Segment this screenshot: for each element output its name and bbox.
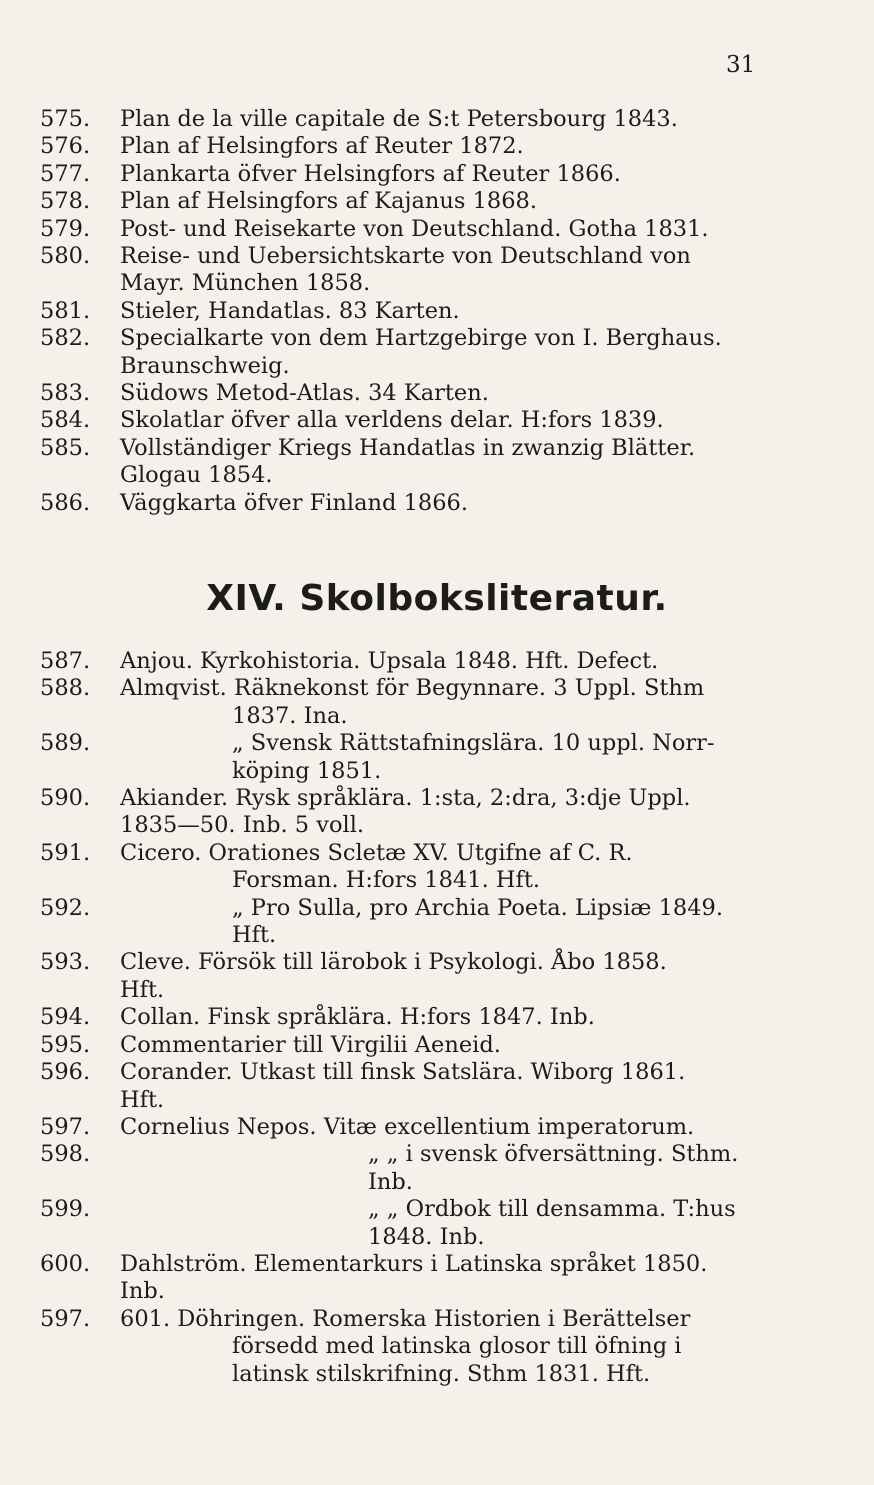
page-number: 31 — [726, 52, 756, 78]
entry-line: Specialkarte von dem Hartzgebirge von I. Berghaus. — [120, 325, 722, 352]
entry-number: 591. — [40, 839, 91, 866]
list-item — [0, 949, 874, 1004]
entry-line: Anjou. Kyrkohistoria. Upsala 1848. Hft. Defect. — [120, 648, 659, 674]
entry-line: Cleve. Försök till lärobok i Psykologi. Åbo 1858. — [120, 949, 667, 976]
list-item — [0, 243, 874, 298]
list-item — [0, 1251, 874, 1306]
list-item — [0, 1004, 874, 1031]
entry-line: försedd med latinska glosor till öfning i — [232, 1333, 682, 1360]
entry-line: Dahlström. Elementarkurs i Latinska språket 1850. — [120, 1250, 708, 1277]
entry-line: Forsman. H:fors 1841. Hft. — [232, 867, 541, 894]
entry-number: 600. — [40, 1250, 91, 1277]
entry-text — [120, 785, 874, 840]
entry-text — [120, 840, 874, 895]
entry-line: Corander. Utkast till finsk Satslära. Wiborg 1861. — [120, 1059, 686, 1086]
entry-line: Plan af Helsingfors af Kajanus 1868. — [120, 188, 537, 215]
list-item — [0, 133, 874, 160]
list-item — [0, 895, 874, 950]
entry-number: 579. — [40, 215, 91, 242]
entry-number: 580. — [40, 243, 91, 270]
entry-text — [120, 325, 874, 380]
entry-number: 592. — [40, 894, 91, 921]
entry-line: 1848. Inb. — [368, 1223, 485, 1250]
entry-line: Väggkarta öfver Finland 1866. — [120, 489, 468, 516]
entry-number: 575. — [40, 106, 91, 132]
list-item — [0, 840, 874, 895]
list-item — [0, 106, 874, 133]
entry-text — [120, 1251, 874, 1306]
entry-number: 587. — [40, 648, 91, 674]
entry-number: 588. — [40, 675, 91, 702]
entry-number: 583. — [40, 380, 91, 407]
entry-number: 581. — [40, 297, 91, 324]
entry-number: 577. — [40, 160, 91, 187]
entry-line: Collan. Finsk språklära. H:fors 1847. Inb. — [120, 1004, 595, 1031]
list-item — [0, 1032, 874, 1059]
entry-text — [120, 188, 874, 215]
catalog-list-schoolbooks — [0, 648, 874, 1388]
list-item — [0, 1059, 874, 1114]
entry-text — [120, 380, 874, 407]
entry-line: „ „ i svensk öfversättning. Sthm. Inb. — [368, 1141, 746, 1195]
entry-line: 1835—50. Inb. 5 voll. — [120, 812, 365, 839]
entry-text — [120, 1004, 874, 1031]
entry-number: 586. — [40, 489, 91, 516]
entry-line: Almqvist. Räknekonst för Begynnare. 3 Uppl. Sthm — [120, 675, 705, 702]
entry-line: Reise- und Uebersichtskarte von Deutschland von — [120, 243, 691, 270]
entry-number: 590. — [40, 785, 91, 812]
entry-number: 578. — [40, 188, 91, 215]
entry-number: 597. — [40, 1113, 91, 1140]
entry-line: „ Svensk Rättstafningslära. 10 uppl. Norr- — [232, 730, 715, 757]
entry-text — [120, 949, 874, 1004]
entry-text — [120, 216, 874, 243]
entry-line: Plan de la ville capitale de S:t Petersbourg 1843. — [120, 106, 678, 132]
entry-text — [120, 1141, 874, 1196]
entry-line: „ „ Ordbok till densamma. T:hus — [368, 1196, 736, 1223]
entry-line: Plankarta öfver Helsingfors af Reuter 1866. — [120, 160, 621, 187]
entry-line: Hft. — [120, 1086, 165, 1113]
list-item — [0, 407, 874, 434]
entry-text — [120, 106, 874, 133]
entry-text — [120, 298, 874, 325]
entry-text — [120, 1059, 874, 1114]
entry-text — [120, 407, 874, 434]
entry-line: Braunschweig. — [120, 352, 290, 379]
entry-line: Cicero. Orationes Scletæ XV. Utgifne af C. R. — [120, 839, 633, 866]
list-item — [0, 188, 874, 215]
entry-line: Post- und Reisekarte von Deutschland. Gotha 1831. — [120, 215, 709, 242]
entry-number: 593. — [40, 949, 91, 976]
entry-line: Hft. — [232, 922, 277, 949]
entry-text — [120, 648, 874, 675]
entry-line: 1837. Ina. — [232, 702, 348, 729]
list-item — [0, 435, 874, 490]
entry-number: 599. — [40, 1196, 91, 1223]
entry-text — [120, 133, 874, 160]
entry-line: „ Pro Sulla, pro Archia Poeta. Lipsiæ 1849. — [232, 894, 723, 921]
entry-text — [120, 243, 874, 298]
entry-text — [120, 435, 874, 490]
entry-number: 596. — [40, 1059, 91, 1086]
catalog-list-maps — [0, 106, 874, 517]
entry-text — [120, 1032, 874, 1059]
entry-number: 585. — [40, 434, 91, 461]
entry-line: Cornelius Nepos. Vitæ excellentium imperatorum. — [120, 1113, 695, 1140]
entry-text — [120, 1114, 874, 1141]
list-item — [0, 785, 874, 840]
list-item — [0, 380, 874, 407]
list-item — [0, 298, 874, 325]
entry-line: Mayr. München 1858. — [120, 270, 371, 297]
entry-number: 589. — [40, 730, 91, 757]
entry-line: Commentarier till Virgilii Aeneid. — [120, 1031, 501, 1058]
entry-text — [120, 490, 874, 517]
entry-line: latinsk stilskrifning. Sthm 1831. Hft. — [232, 1360, 651, 1387]
entry-line: Vollständiger Kriegs Handatlas in zwanzig Blätter. — [120, 434, 696, 461]
entry-number: 598. — [40, 1141, 91, 1168]
list-item — [0, 490, 874, 517]
list-item — [0, 648, 874, 675]
list-item — [0, 325, 874, 380]
entry-text — [120, 1306, 874, 1388]
entry-number: 594. — [40, 1004, 91, 1031]
entry-line: Südows Metod-Atlas. 34 Karten. — [120, 380, 489, 407]
entry-line: 601. Döhringen. Romerska Historien i Berättelser — [120, 1305, 691, 1332]
entry-line: Hft. — [120, 976, 165, 1003]
list-item — [0, 161, 874, 188]
entry-text — [120, 895, 874, 950]
entry-line: Stieler, Handatlas. 83 Karten. — [120, 297, 460, 324]
entry-number: 597. — [40, 1305, 91, 1332]
entry-text — [120, 730, 874, 785]
section-heading: XIV. Skolboksliteratur. — [206, 578, 668, 619]
entry-number: 576. — [40, 133, 91, 160]
entry-line: Akiander. Rysk språklära. 1:sta, 2:dra, 3:dje Uppl. — [120, 785, 691, 812]
entry-text — [120, 1196, 874, 1251]
list-item — [0, 730, 874, 785]
list-item — [0, 216, 874, 243]
entry-number: 584. — [40, 407, 91, 434]
entry-line: Skolatlar öfver alla verldens delar. H:fors 1839. — [120, 407, 664, 434]
entry-number: 595. — [40, 1031, 91, 1058]
list-item — [0, 1141, 874, 1196]
list-item — [0, 1306, 874, 1388]
entry-line: Inb. — [120, 1278, 165, 1305]
entry-line: Plan af Helsingfors af Reuter 1872. — [120, 133, 524, 160]
list-item — [0, 675, 874, 730]
list-item — [0, 1114, 874, 1141]
entry-number: 582. — [40, 325, 91, 352]
entry-text — [120, 675, 874, 730]
entry-line: Glogau 1854. — [120, 462, 273, 489]
list-item — [0, 1196, 874, 1251]
entry-line: köping 1851. — [232, 757, 382, 784]
entry-text — [120, 161, 874, 188]
